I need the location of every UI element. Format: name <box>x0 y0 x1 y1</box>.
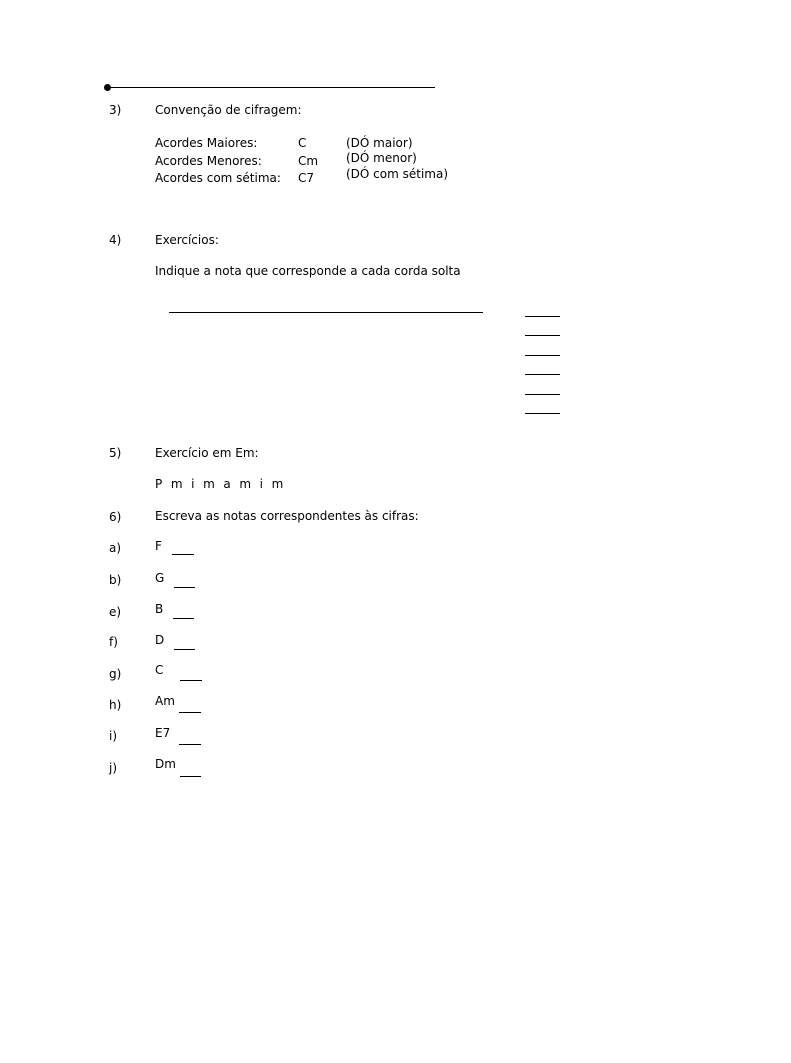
string-blank[interactable] <box>525 335 560 336</box>
section4-title: Exercícios: <box>155 233 219 247</box>
exercise-item-blank[interactable] <box>172 554 194 555</box>
string-answer-line <box>169 312 483 313</box>
chord-row-label: Acordes com sétima: <box>155 171 281 185</box>
exercise-item-blank[interactable] <box>179 744 201 745</box>
exercise-item-blank[interactable] <box>173 618 194 619</box>
exercise-item-blank[interactable] <box>174 649 195 650</box>
chord-row-symbol: Cm <box>298 154 319 168</box>
exercise-item-chord: Am <box>155 694 175 708</box>
string-blank[interactable] <box>525 316 560 317</box>
section6-title: Escreva as notas correspondentes às cifras: <box>155 509 419 523</box>
section6-number: 6) <box>109 510 122 524</box>
exercise-item-letter: e) <box>109 605 122 619</box>
top-rule <box>108 87 435 88</box>
chord-row-label: Acordes Menores: <box>155 154 262 168</box>
string-blank[interactable] <box>525 413 560 414</box>
string-blank[interactable] <box>525 374 560 375</box>
exercise-item-blank[interactable] <box>180 776 201 777</box>
exercise-item-letter: j) <box>109 761 118 775</box>
exercise-item-letter: i) <box>109 729 118 743</box>
exercise-item-chord: F <box>155 539 162 553</box>
section5-title: Exercício em Em: <box>155 446 259 460</box>
exercise-item-blank[interactable] <box>180 680 202 681</box>
string-blank[interactable] <box>525 394 560 395</box>
string-blank[interactable] <box>525 355 560 356</box>
chord-row-label: Acordes Maiores: <box>155 136 258 150</box>
exercise-item-chord: D <box>155 633 165 647</box>
exercise-item-blank[interactable] <box>179 712 201 713</box>
exercise-item-letter: b) <box>109 573 122 587</box>
exercise-item-chord: C <box>155 663 164 677</box>
exercise-item-letter: g) <box>109 667 122 681</box>
exercise-item-letter: f) <box>109 635 118 649</box>
exercise-item-blank[interactable] <box>174 587 195 588</box>
chord-row-desc: (DÓ com sétima) <box>346 167 449 181</box>
section5-number: 5) <box>109 446 122 460</box>
section3-title: Convenção de cifragem: <box>155 103 302 117</box>
exercise-item-chord: E7 <box>155 726 171 740</box>
exercise-item-chord: G <box>155 571 165 585</box>
chord-row-symbol: C <box>298 136 307 150</box>
exercise-item-letter: a) <box>109 541 122 555</box>
chord-row-desc: (DÓ menor) <box>346 151 417 165</box>
chord-row-desc: (DÓ maior) <box>346 136 413 150</box>
exercise-item-chord: B <box>155 602 164 616</box>
chord-row-symbol: C7 <box>298 171 315 185</box>
exercise-item-chord: Dm <box>155 757 176 771</box>
picking-pattern: P m i m a m i m <box>155 477 286 491</box>
section4-number: 4) <box>109 233 122 247</box>
section4-instruction: Indique a nota que corresponde a cada corda solta <box>155 264 461 278</box>
exercise-item-letter: h) <box>109 698 122 712</box>
section3-number: 3) <box>109 103 122 117</box>
